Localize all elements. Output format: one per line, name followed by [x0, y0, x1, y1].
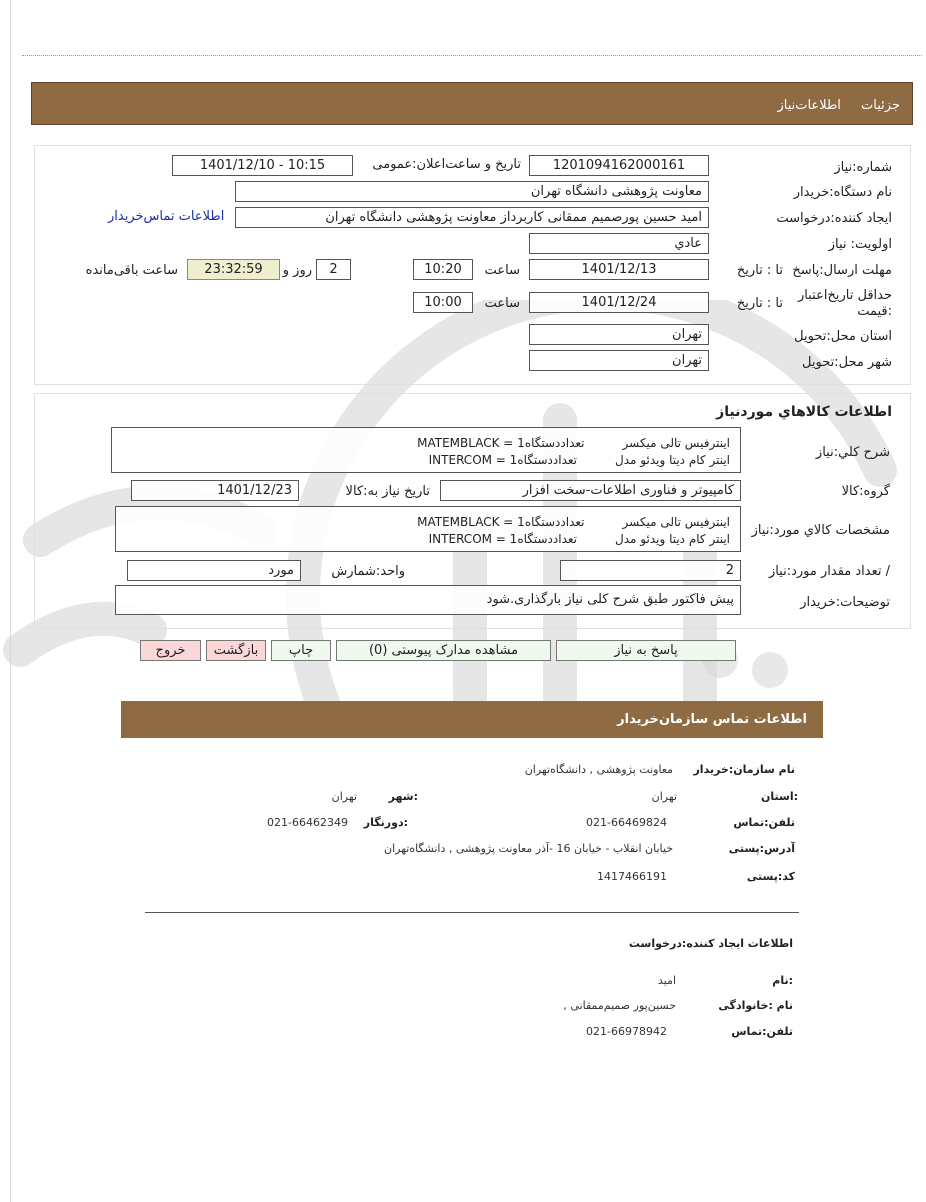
validity-to-date-label: تا : تاریخ	[736, 296, 783, 311]
reply-to-need-button[interactable]: پاسخ به نیاز	[556, 640, 736, 661]
general-desc-line1-en: MATEMBLACK = تعداددستگاه1	[417, 436, 585, 450]
goods-section-title: اطلاعات کالاهاي موردنیاز	[716, 404, 892, 420]
general-desc-line2-fa: اینتر کام دیتا ویدئو مدل	[615, 453, 730, 467]
contact-city-label: :شهر	[388, 790, 418, 803]
contact-city-value: تهران	[331, 790, 357, 803]
section-divider	[145, 912, 799, 913]
goods-group-label: گروه:کالا	[841, 484, 890, 499]
unit-label: واحد:شمارش	[331, 564, 405, 579]
creator-field: امید حسین پورصمیم ممقانی کاربرداز معاونت پژوهشی دانشگاه تهران	[235, 207, 709, 228]
contact-address-label: آدرس:پستی	[728, 842, 795, 855]
need-date-label: تاریخ نیاز به:کالا	[345, 484, 430, 499]
general-desc-label: شرح کلي:نیاز	[815, 445, 890, 460]
buyer-org-label: نام دستگاه:خریدار	[793, 185, 892, 200]
requester-name-label: :نام	[772, 974, 793, 987]
top-dotted-divider	[22, 55, 922, 56]
view-attachments-button[interactable]: مشاهده مدارک پیوستی (0)	[336, 640, 551, 661]
deadline-time-field: 10:20	[413, 259, 473, 280]
priority-field: عادي	[529, 233, 709, 254]
announce-date-label: تاریخ و ساعت‌اعلان:عمومی	[372, 157, 521, 172]
goods-group-field: کامپیوتر و فناوری اطلاعات-سخت افزار	[440, 480, 741, 501]
deadline-hour-label: ساعت	[484, 263, 520, 278]
need-date-field: 1401/12/23	[131, 480, 299, 501]
need-number-field: 1201094162000161	[529, 155, 709, 176]
buyer-contact-link[interactable]: اطلاعات تماس‌خریدار	[108, 209, 225, 224]
contact-address-value: خیابان انقلاب - خیابان 16 -آذر معاونت پژوهشی , دانشگاه‌تهران	[383, 842, 673, 855]
price-validity-label-1: حداقل تاریخ‌اعتبار	[798, 288, 892, 303]
requester-family-label: نام :خانوادگی	[718, 999, 793, 1012]
specs-line1-fa: اینترفیس تالی میکسر	[622, 515, 730, 529]
contact-province-label: :استان	[761, 790, 798, 803]
remaining-time-label: ساعت باقی‌مانده	[85, 263, 178, 278]
contact-postal-label: کد:پستی	[746, 870, 795, 883]
requester-phone-value: 021-66978942	[586, 1025, 667, 1038]
specs-line2-fa: اینتر کام دیتا ویدئو مدل	[615, 532, 730, 546]
price-validity-label-2: :قیمت	[857, 304, 892, 319]
deadline-to-date-label: تا : تاریخ	[736, 263, 783, 278]
contact-fax-value: 021-66462349	[267, 816, 348, 829]
requester-phone-label: تلفن:تماس	[731, 1025, 793, 1038]
days-remaining-field: 2	[316, 259, 351, 280]
general-desc-box	[111, 427, 741, 473]
general-desc-line1-fa: اینترفیس تالی میکسر	[622, 436, 730, 450]
left-border-line	[10, 0, 11, 1202]
unit-field: مورد	[127, 560, 301, 581]
contact-phone-value: 021-66469824	[586, 816, 667, 829]
tab-details[interactable]: جزئیات	[861, 98, 900, 113]
priority-label: اولویت: نیاز	[828, 237, 892, 252]
days-label: روز و	[282, 263, 312, 278]
buyer-contact-title: اطلاعات تماس سازمان‌خریدار	[617, 712, 807, 727]
deadline-label: مهلت ارسال:پاسخ	[792, 263, 892, 278]
validity-date-field: 1401/12/24	[529, 292, 709, 313]
need-number-label: شماره:نیاز	[834, 160, 892, 175]
specs-box	[115, 506, 741, 552]
back-button[interactable]: بازگشت	[206, 640, 266, 661]
buyer-org-field: معاونت پژوهشی دانشگاه تهران	[235, 181, 709, 202]
requester-family-value: حسین‌پور صمیم‌ممقانی ,	[563, 999, 676, 1012]
contact-fax-label: :دورنگار	[363, 816, 408, 829]
buyer-notes-field: پیش فاکتور طبق شرح کلی نیاز بارگذاری.شود	[115, 585, 741, 615]
specs-line2-en: INTERCOM = تعداددستگاه1	[428, 532, 578, 546]
exit-button[interactable]: خروج	[140, 640, 201, 661]
quantity-field: 2	[560, 560, 741, 581]
contact-org-label: نام سازمان:خریدار	[693, 763, 795, 776]
contact-postal-value: 1417466191	[597, 870, 667, 883]
contact-phone-label: تلفن:تماس	[733, 816, 795, 829]
creator-label: ایجاد کننده:درخواست	[776, 211, 892, 226]
buyer-contact-header	[121, 701, 823, 738]
validity-time-field: 10:00	[413, 292, 473, 313]
requester-title: اطلاعات ایجاد کننده:درخواست	[628, 937, 793, 950]
remaining-time-field: 23:32:59	[187, 259, 280, 280]
specs-label: مشخصات کالاي مورد:نیاز	[751, 523, 890, 538]
announce-date-field: 1401/12/10 - 10:15	[172, 155, 353, 176]
contact-org-value: معاونت پژوهشی , دانشگاه‌تهران	[524, 763, 673, 776]
contact-province-value: تهران	[651, 790, 677, 803]
print-button[interactable]: چاپ	[271, 640, 331, 661]
deadline-date-field: 1401/12/13	[529, 259, 709, 280]
delivery-province-label: استان محل:تحویل	[794, 329, 892, 344]
buyer-notes-label: توضیحات:خریدار	[800, 595, 890, 610]
quantity-label: / تعداد مقدار مورد:نیاز	[768, 564, 890, 579]
specs-line1-en: MATEMBLACK = تعداددستگاه1	[417, 515, 585, 529]
tab-need-info[interactable]: اطلاعات‌نیاز	[777, 98, 841, 113]
validity-hour-label: ساعت	[484, 296, 520, 311]
page-header-bar	[31, 82, 913, 125]
delivery-city-label: شهر محل:تحویل	[802, 355, 892, 370]
delivery-city-field: تهران	[529, 350, 709, 371]
requester-name-value: امید	[657, 974, 676, 987]
delivery-province-field: تهران	[529, 324, 709, 345]
general-desc-line2-en: INTERCOM = تعداددستگاه1	[428, 453, 578, 467]
